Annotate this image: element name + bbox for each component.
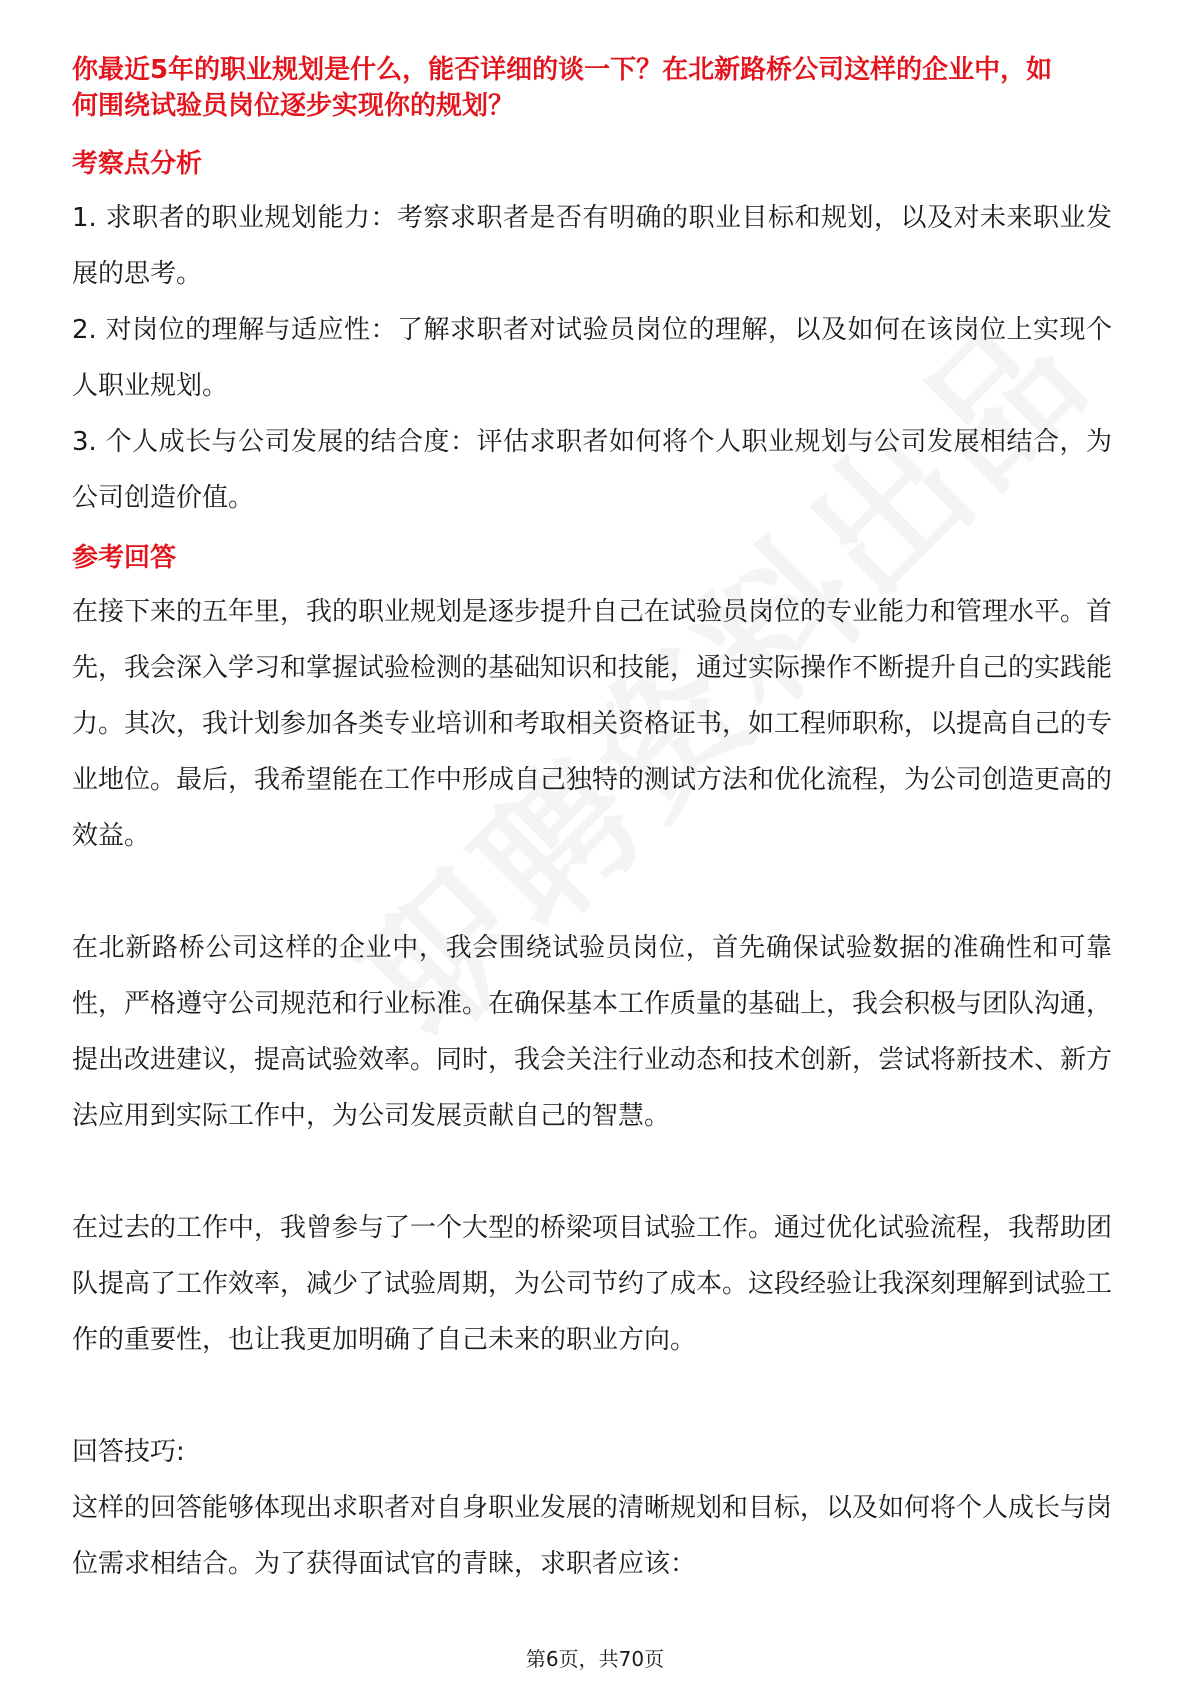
analysis-item: 2. 对岗位的理解与适应性：了解求职者对试验员岗位的理解，以及如何在该岗位上实现个人职业规划。 xyxy=(72,315,1112,401)
question-heading: 你最近5年的职业规划是什么，能否详细的谈一下？在北新路桥公司这样的企业中，如何围绕试验员岗位逐步实现你的规划？ xyxy=(72,55,1053,121)
answer-paragraph: 在过去的工作中，我曾参与了一个大型的桥梁项目试验工作。通过优化试验流程，我帮助团队提高了工作效率，减少了试验周期，为公司节约了成本。这段经验让我深刻理解到试验工作的重要性，也让我更加明确了自己未来的职业方向。 xyxy=(72,1213,1113,1355)
tips-text: 这样的回答能够体现出求职者对自身职业发展的清晰规划和目标，以及如何将个人成长与岗位需求相结合。为了获得面试官的青睐，求职者应该： xyxy=(72,1493,1113,1579)
analysis-item: 3. 个人成长与公司发展的结合度：评估求职者如何将个人职业规划与公司发展相结合，为公司创造价值。 xyxy=(72,427,1112,513)
page-number: 第6页，共70页 xyxy=(525,1647,665,1671)
answer-paragraph: 在接下来的五年里，我的职业规划是逐步提升自己在试验员岗位的专业能力和管理水平。首先，我会深入学习和掌握试验检测的基础知识和技能，通过实际操作不断提升自己的实践能力。其次，我计划参加各类专业培训和考取相关资格证书，如工程师职称，以提高自己的专业地位。最后，我希望能在工作中形成自己独特的测试方法和优化流程，为公司创造更高的效益。 xyxy=(72,597,1113,851)
analysis-item: 1. 求职者的职业规划能力：考察求职者是否有明确的职业目标和规划，以及对未来职业发展的思考。 xyxy=(72,203,1112,289)
answer-paragraph: 在北新路桥公司这样的企业中，我会围绕试验员岗位，首先确保试验数据的准确性和可靠性，严格遵守公司规范和行业标准。在确保基本工作质量的基础上，我会积极与团队沟通，提出改进建议，提高试验效率。同时，我会关注行业动态和技术创新，尝试将新技术、新方法应用到实际工作中，为公司发展贡献自己的智慧。 xyxy=(72,933,1113,1131)
content xyxy=(72,52,1112,1592)
analysis-title: 考察点分析 xyxy=(72,149,203,179)
answer-title: 参考回答 xyxy=(72,543,177,573)
tips-title: 回答技巧: xyxy=(72,1437,185,1467)
